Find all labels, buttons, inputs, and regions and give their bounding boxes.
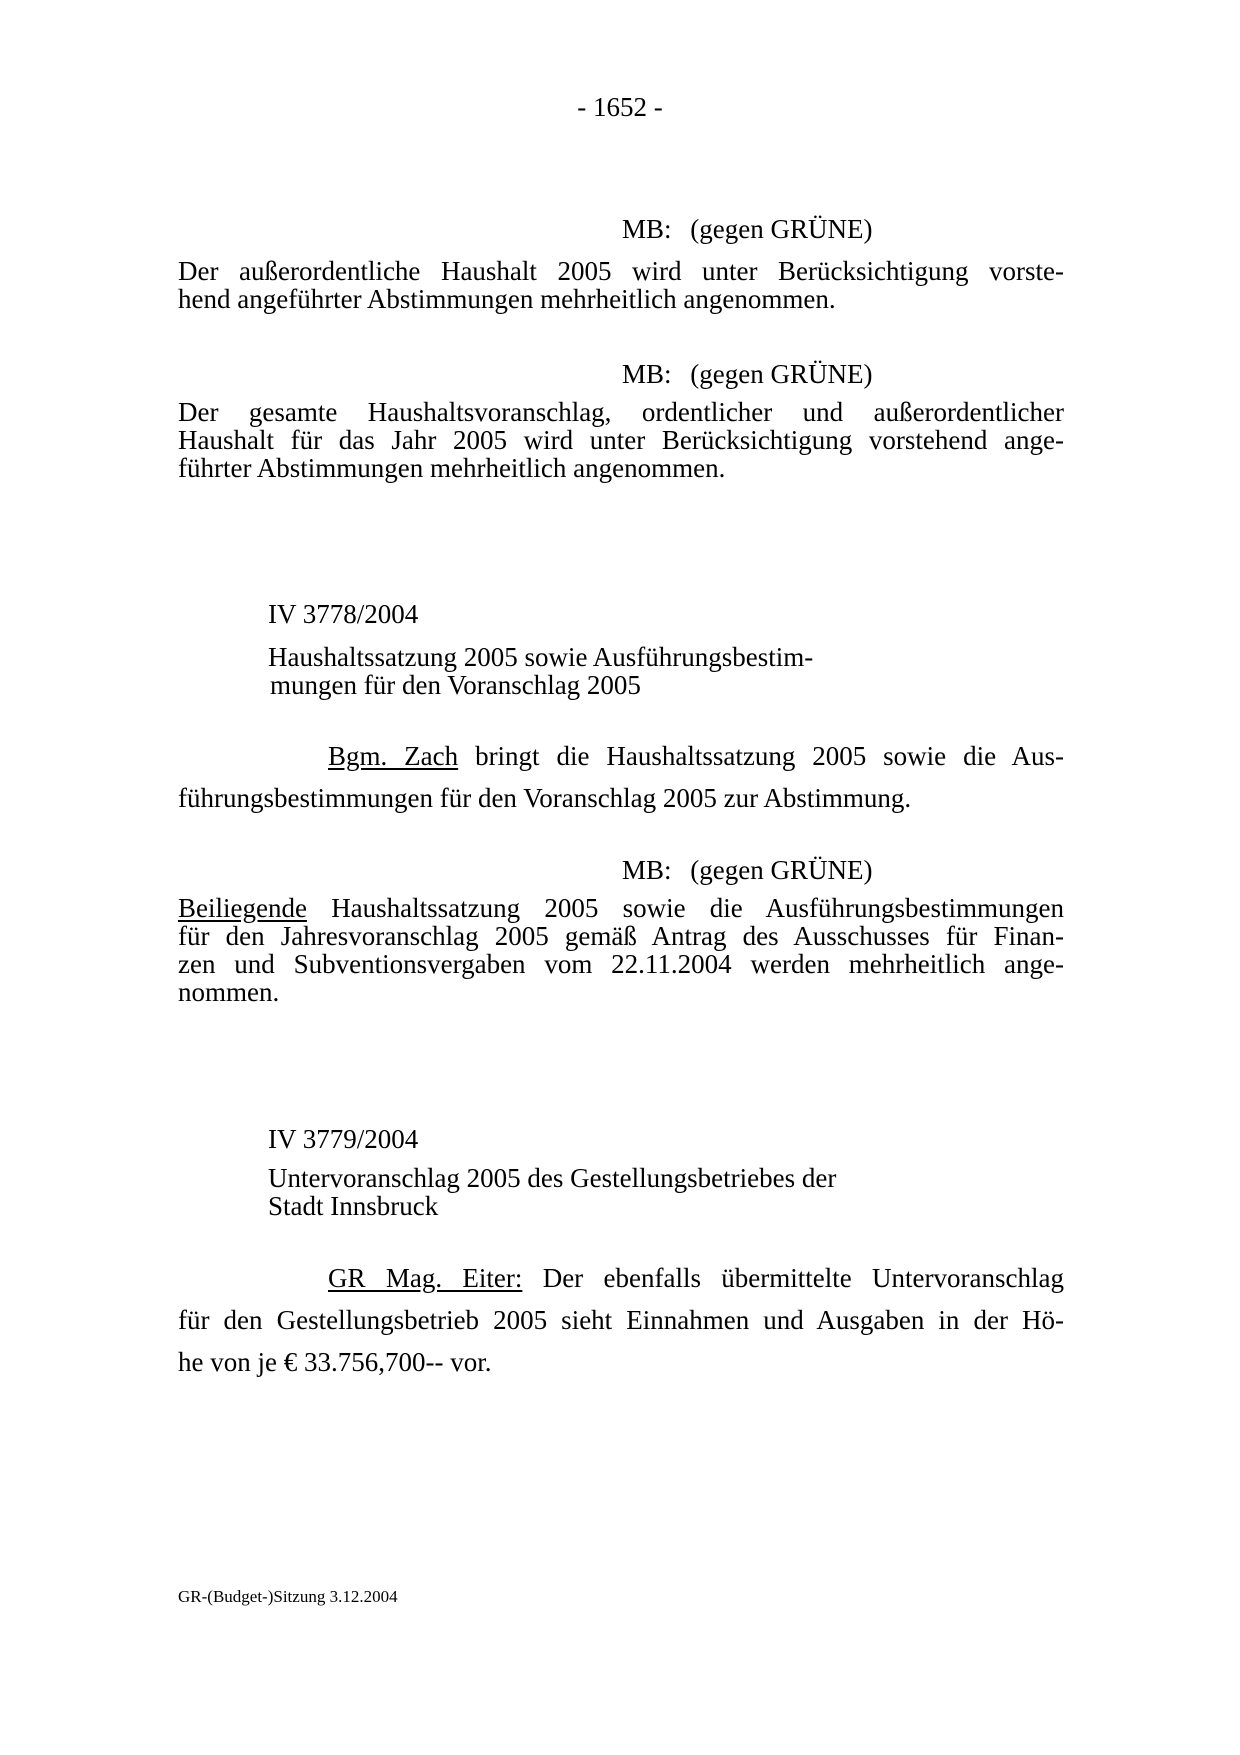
- subject-line: mungen für den Voranschlag 2005: [270, 670, 641, 700]
- paragraph-line: [178, 1257, 1064, 1299]
- vote-note: (gegen GRÜNE): [690, 855, 873, 885]
- vote-note: (gegen GRÜNE): [690, 214, 873, 244]
- paragraph-line: zen und Subventionsvergaben vom 22.11.2004 werden mehrheitlich ange-: [178, 949, 1064, 979]
- speaker-name: GR Mag. Eiter:: [328, 1263, 523, 1293]
- speech-paragraph: [178, 735, 1064, 819]
- subject-line: Untervoranschlag 2005 des Gestellungsbetriebes der: [268, 1163, 837, 1193]
- paragraph-line: führter Abstimmungen mehrheitlich angenommen.: [178, 453, 726, 483]
- paragraph-line: [178, 894, 1064, 922]
- speech-paragraph: [178, 1257, 1064, 1383]
- paragraph-line: Haushalt für das Jahr 2005 wird unter Berücksichtigung vorstehend ange-: [178, 425, 1064, 455]
- subject-line: Stadt Innsbruck: [268, 1191, 439, 1221]
- paragraph-line: nommen.: [178, 977, 280, 1007]
- agenda-reference: IV 3778/2004: [268, 599, 419, 629]
- vote-result: [622, 854, 872, 886]
- resolution-paragraph: [178, 398, 1064, 482]
- agenda-reference: IV 3779/2004: [268, 1124, 419, 1154]
- paragraph-line: für den Jahresvoranschlag 2005 gemäß Antrag des Ausschusses für Finan-: [178, 921, 1064, 951]
- speaker-name: Bgm. Zach: [328, 741, 459, 771]
- speech-text: Der ebenfalls übermittelte Untervoranschlag: [542, 1263, 1064, 1293]
- vote-label: MB:: [622, 855, 672, 885]
- paragraph-line: führungsbestimmungen für den Voranschlag 2005 zur Abstimmung.: [178, 783, 912, 813]
- subject-line: Haushaltssatzung 2005 sowie Ausführungsbestim-: [268, 642, 814, 672]
- vote-label: MB:: [622, 359, 672, 389]
- paragraph-text: Haushaltssatzung 2005 sowie die Ausführungsbestimmungen: [331, 893, 1064, 923]
- paragraph-line: [178, 735, 1064, 777]
- resolution-paragraph: [178, 257, 1064, 313]
- vote-note: (gegen GRÜNE): [690, 359, 873, 389]
- agenda-subject: [268, 1164, 836, 1220]
- vote-result: [622, 213, 872, 245]
- paragraph-line: hend angeführter Abstimmungen mehrheitlich angenommen.: [178, 284, 836, 314]
- agenda-subject: [268, 643, 813, 699]
- paragraph-line: he von je € 33.756,700-- vor.: [178, 1347, 492, 1377]
- paragraph-line: für den Gestellungsbetrieb 2005 sieht Einnahmen und Ausgaben in der Hö-: [178, 1305, 1064, 1335]
- footer-text: GR-(Budget-)Sitzung 3.12.2004: [178, 1587, 398, 1606]
- paragraph-line: Der gesamte Haushaltsvoranschlag, ordentlicher und außerordentlicher: [178, 397, 1064, 427]
- vote-label: MB:: [622, 214, 672, 244]
- highlighted-word: Beiliegende: [178, 893, 307, 923]
- resolution-paragraph: [178, 894, 1064, 1006]
- paragraph-line: Der außerordentliche Haushalt 2005 wird unter Berücksichtigung vorste-: [178, 256, 1064, 286]
- speech-text: bringt die Haushaltssatzung 2005 sowie die Aus-: [475, 741, 1064, 771]
- page-number: - 1652 -: [577, 92, 663, 122]
- vote-result: [622, 358, 872, 390]
